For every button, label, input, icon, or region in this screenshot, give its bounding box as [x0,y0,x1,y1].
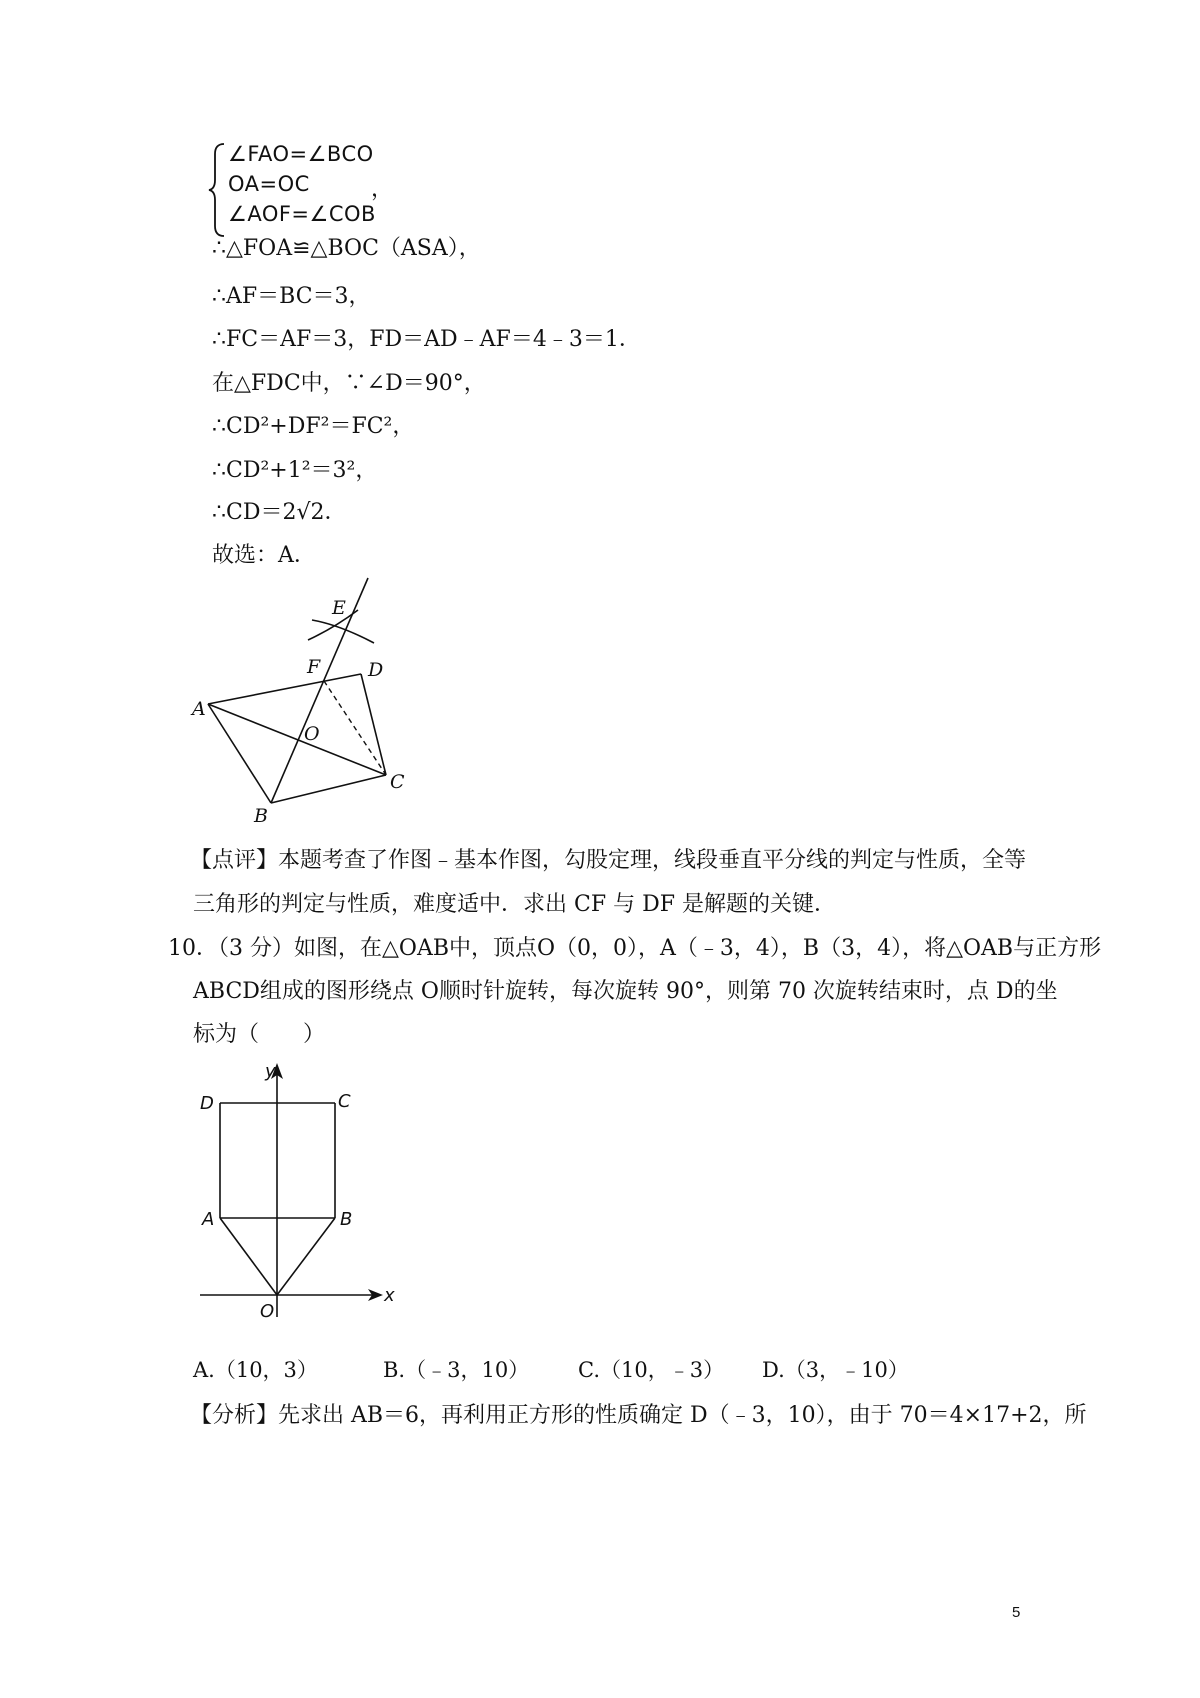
label-B: B [340,1209,353,1230]
proof-line-3: ∴FC＝AF＝3，FD＝AD﹣AF＝4﹣3＝1． [212,327,641,352]
question-10-line-3: 标为（ ） [193,1022,326,1047]
label-C: C [390,771,405,793]
system-row-3: ∠AOF=∠COB [228,202,376,226]
label-A: A [192,698,206,720]
proof-line-6: ∴CD²+1²＝3²， [212,458,378,483]
system-row-2: OA=OC [228,172,310,196]
axis-label-y: y [265,1061,276,1082]
choice-C: C.（10，﹣3） [578,1358,725,1382]
analysis-line: 【分析】先求出 AB＝6，再利用正方形的性质确定 D（﹣3，10），由于 70＝4×17+2，所 [190,1403,1087,1428]
axis-label-x: x [384,1285,395,1306]
proof-line-2: ∴AF＝BC＝3， [212,284,371,309]
choice-A: A.（10，3） [193,1358,318,1382]
label-E: E [332,597,346,619]
choice-B: B.（﹣3，10） [383,1358,530,1382]
label-D: D [200,1093,214,1114]
geometry-figure-quadrilateral [190,570,430,830]
question-10-line-2: ABCD组成的图形绕点 O顺时针旋转，每次旋转 90°，则第 70 次旋转结束时，点 D的坐 [193,979,1058,1004]
system-row-1: ∠FAO=∠BCO [228,142,374,166]
comment-line-1: 【点评】本题考查了作图﹣基本作图，勾股定理，线段垂直平分线的判定与性质，全等 [190,848,1027,873]
label-B: B [254,805,268,827]
label-F: F [307,656,321,678]
label-O: O [260,1301,275,1322]
comment-line-2: 三角形的判定与性质，难度适中．求出 CF 与 DF 是解题的关键． [193,892,836,917]
label-O: O [304,723,320,745]
coordinate-figure [190,1055,410,1325]
proof-line-4: 在△FDC中，∵∠D＝90°， [212,371,486,396]
equation-system [208,142,468,238]
label-A: A [202,1209,215,1230]
proof-line-1: ∴△FOA≌△BOC（ASA）， [212,236,481,261]
label-D: D [368,659,384,681]
system-comma: ， [371,177,394,202]
proof-line-7: ∴CD＝2√2． [212,500,347,525]
label-C: C [338,1091,351,1112]
page-number: 5 [1012,1604,1021,1621]
proof-line-8: 故选：A． [212,543,316,568]
question-10-line-1: 10．（3 分）如图，在△OAB中，顶点O（0，0），A（﹣3，4），B（3，4），将△OAB与正方形 [168,936,1102,961]
proof-line-5: ∴CD²+DF²＝FC²， [212,414,415,439]
choice-D: D.（3，﹣10） [762,1358,909,1382]
left-brace-icon [208,142,228,238]
